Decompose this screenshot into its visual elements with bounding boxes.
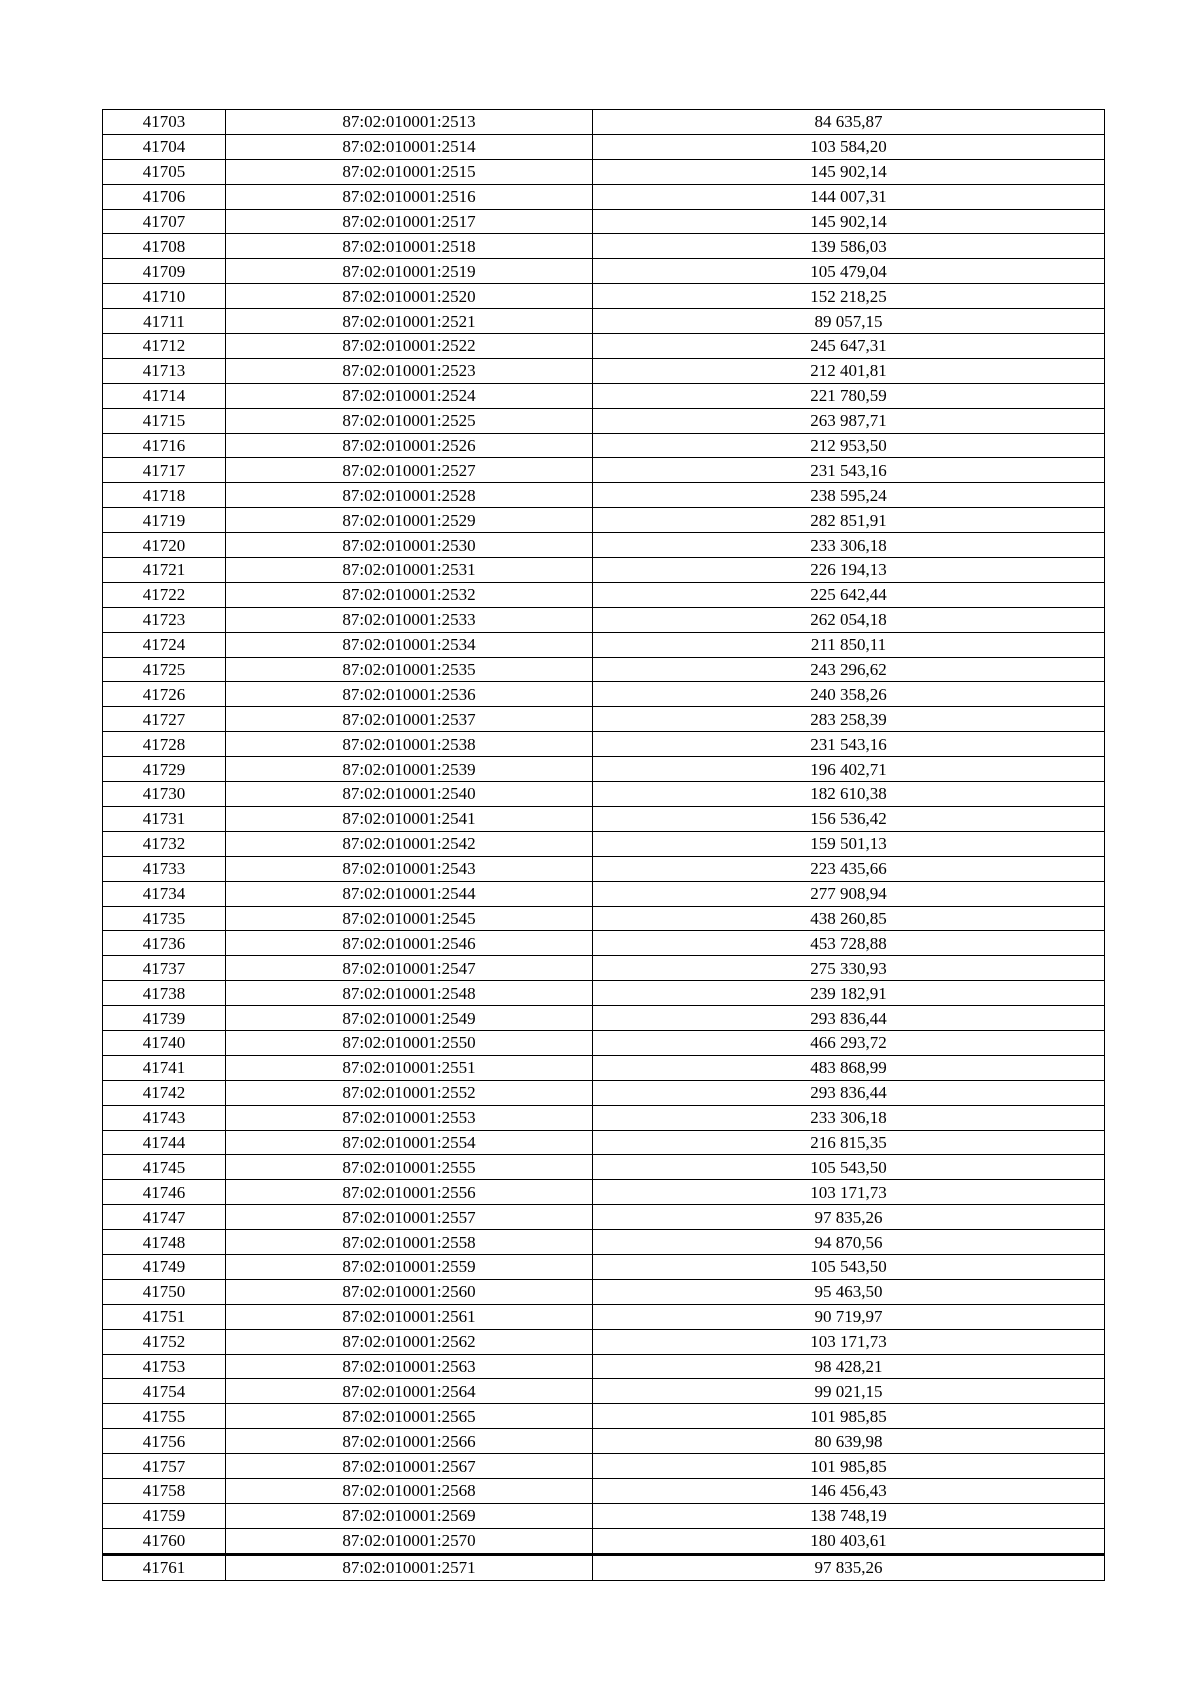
table-row xyxy=(103,134,1105,159)
table-row xyxy=(103,1130,1105,1155)
row-number-cell: 41743 xyxy=(103,1105,226,1130)
table-row xyxy=(103,1528,1105,1554)
cadastral-value-cell: 97 835,26 xyxy=(593,1554,1105,1580)
cadastral-value-cell: 293 836,44 xyxy=(593,1006,1105,1031)
cadastral-number-cell: 87:02:010001:2542 xyxy=(226,831,593,856)
cadastral-number-cell: 87:02:010001:2544 xyxy=(226,881,593,906)
cadastral-value-cell: 233 306,18 xyxy=(593,1105,1105,1130)
cadastral-value-cell: 94 870,56 xyxy=(593,1230,1105,1255)
row-number-cell: 41751 xyxy=(103,1304,226,1329)
table-row xyxy=(103,110,1105,135)
row-number-cell: 41761 xyxy=(103,1554,226,1580)
cadastral-number-cell: 87:02:010001:2535 xyxy=(226,657,593,682)
table-row xyxy=(103,1006,1105,1031)
table-row xyxy=(103,782,1105,807)
cadastral-value-cell: 212 401,81 xyxy=(593,358,1105,383)
table-row xyxy=(103,1503,1105,1528)
row-number-cell: 41738 xyxy=(103,981,226,1006)
row-number-cell: 41719 xyxy=(103,508,226,533)
row-number-cell: 41741 xyxy=(103,1055,226,1080)
row-number-cell: 41734 xyxy=(103,881,226,906)
cadastral-number-cell: 87:02:010001:2533 xyxy=(226,607,593,632)
cadastral-number-cell: 87:02:010001:2526 xyxy=(226,433,593,458)
cadastral-value-cell: 138 748,19 xyxy=(593,1503,1105,1528)
table-row xyxy=(103,1478,1105,1503)
cadastral-value-cell: 103 584,20 xyxy=(593,134,1105,159)
table-row xyxy=(103,408,1105,433)
row-number-cell: 41705 xyxy=(103,159,226,184)
row-number-cell: 41728 xyxy=(103,732,226,757)
cadastral-value-cell: 283 258,39 xyxy=(593,707,1105,732)
table-row xyxy=(103,1354,1105,1379)
cadastral-number-cell: 87:02:010001:2567 xyxy=(226,1454,593,1479)
table-row xyxy=(103,831,1105,856)
cadastral-value-cell: 89 057,15 xyxy=(593,309,1105,334)
cadastral-number-cell: 87:02:010001:2545 xyxy=(226,906,593,931)
cadastral-value-cell: 105 479,04 xyxy=(593,259,1105,284)
table-row xyxy=(103,956,1105,981)
cadastral-number-cell: 87:02:010001:2550 xyxy=(226,1030,593,1055)
cadastral-number-cell: 87:02:010001:2547 xyxy=(226,956,593,981)
table-row xyxy=(103,159,1105,184)
cadastral-value-cell: 231 543,16 xyxy=(593,458,1105,483)
table-body xyxy=(103,110,1105,1581)
cadastral-number-cell: 87:02:010001:2568 xyxy=(226,1478,593,1503)
table-row xyxy=(103,259,1105,284)
row-number-cell: 41733 xyxy=(103,856,226,881)
cadastral-number-cell: 87:02:010001:2570 xyxy=(226,1528,593,1554)
cadastral-number-cell: 87:02:010001:2520 xyxy=(226,284,593,309)
row-number-cell: 41745 xyxy=(103,1155,226,1180)
cadastral-number-cell: 87:02:010001:2557 xyxy=(226,1205,593,1230)
table-row xyxy=(103,284,1105,309)
table-row xyxy=(103,508,1105,533)
cadastral-number-cell: 87:02:010001:2523 xyxy=(226,358,593,383)
row-number-cell: 41713 xyxy=(103,358,226,383)
table-row xyxy=(103,1180,1105,1205)
table-row xyxy=(103,707,1105,732)
row-number-cell: 41710 xyxy=(103,284,226,309)
table-row xyxy=(103,682,1105,707)
cadastral-value-cell: 180 403,61 xyxy=(593,1528,1105,1554)
row-number-cell: 41759 xyxy=(103,1503,226,1528)
cadastral-value-cell: 453 728,88 xyxy=(593,931,1105,956)
table-row xyxy=(103,1404,1105,1429)
cadastral-number-cell: 87:02:010001:2538 xyxy=(226,732,593,757)
cadastral-number-cell: 87:02:010001:2563 xyxy=(226,1354,593,1379)
cadastral-value-cell: 263 987,71 xyxy=(593,408,1105,433)
table-row xyxy=(103,1554,1105,1580)
table-row xyxy=(103,856,1105,881)
cadastral-number-cell: 87:02:010001:2514 xyxy=(226,134,593,159)
cadastral-number-cell: 87:02:010001:2531 xyxy=(226,558,593,583)
cadastral-value-cell: 221 780,59 xyxy=(593,383,1105,408)
row-number-cell: 41717 xyxy=(103,458,226,483)
cadastral-number-cell: 87:02:010001:2549 xyxy=(226,1006,593,1031)
cadastral-value-cell: 146 456,43 xyxy=(593,1478,1105,1503)
row-number-cell: 41720 xyxy=(103,533,226,558)
cadastral-number-cell: 87:02:010001:2537 xyxy=(226,707,593,732)
table-row xyxy=(103,632,1105,657)
table-row xyxy=(103,981,1105,1006)
row-number-cell: 41753 xyxy=(103,1354,226,1379)
cadastral-value-cell: 103 171,73 xyxy=(593,1180,1105,1205)
row-number-cell: 41746 xyxy=(103,1180,226,1205)
cadastral-value-cell: 144 007,31 xyxy=(593,184,1105,209)
table-row xyxy=(103,309,1105,334)
cadastral-value-cell: 156 536,42 xyxy=(593,806,1105,831)
cadastral-number-cell: 87:02:010001:2558 xyxy=(226,1230,593,1255)
row-number-cell: 41744 xyxy=(103,1130,226,1155)
table-row xyxy=(103,533,1105,558)
cadastral-number-cell: 87:02:010001:2527 xyxy=(226,458,593,483)
cadastral-value-cell: 80 639,98 xyxy=(593,1429,1105,1454)
cadastral-value-cell: 225 642,44 xyxy=(593,582,1105,607)
cadastral-value-cell: 145 902,14 xyxy=(593,159,1105,184)
table-row xyxy=(103,1230,1105,1255)
cadastral-value-cell: 262 054,18 xyxy=(593,607,1105,632)
row-number-cell: 41718 xyxy=(103,483,226,508)
cadastral-value-cell: 152 218,25 xyxy=(593,284,1105,309)
cadastral-number-cell: 87:02:010001:2528 xyxy=(226,483,593,508)
cadastral-value-table xyxy=(102,109,1105,1581)
cadastral-number-cell: 87:02:010001:2553 xyxy=(226,1105,593,1130)
table-row xyxy=(103,358,1105,383)
row-number-cell: 41723 xyxy=(103,607,226,632)
table-row xyxy=(103,906,1105,931)
table-row xyxy=(103,806,1105,831)
row-number-cell: 41709 xyxy=(103,259,226,284)
table-row xyxy=(103,209,1105,234)
cadastral-value-cell: 239 182,91 xyxy=(593,981,1105,1006)
cadastral-number-cell: 87:02:010001:2564 xyxy=(226,1379,593,1404)
cadastral-value-cell: 97 835,26 xyxy=(593,1205,1105,1230)
row-number-cell: 41715 xyxy=(103,408,226,433)
table-row xyxy=(103,607,1105,632)
cadastral-value-cell: 211 850,11 xyxy=(593,632,1105,657)
cadastral-number-cell: 87:02:010001:2551 xyxy=(226,1055,593,1080)
row-number-cell: 41703 xyxy=(103,110,226,135)
cadastral-number-cell: 87:02:010001:2555 xyxy=(226,1155,593,1180)
row-number-cell: 41730 xyxy=(103,782,226,807)
cadastral-value-cell: 98 428,21 xyxy=(593,1354,1105,1379)
cadastral-number-cell: 87:02:010001:2536 xyxy=(226,682,593,707)
cadastral-number-cell: 87:02:010001:2560 xyxy=(226,1279,593,1304)
row-number-cell: 41714 xyxy=(103,383,226,408)
table-row xyxy=(103,558,1105,583)
row-number-cell: 41712 xyxy=(103,334,226,359)
cadastral-number-cell: 87:02:010001:2534 xyxy=(226,632,593,657)
cadastral-number-cell: 87:02:010001:2561 xyxy=(226,1304,593,1329)
table-row xyxy=(103,732,1105,757)
cadastral-value-cell: 105 543,50 xyxy=(593,1254,1105,1279)
cadastral-value-cell: 231 543,16 xyxy=(593,732,1105,757)
row-number-cell: 41737 xyxy=(103,956,226,981)
cadastral-value-cell: 223 435,66 xyxy=(593,856,1105,881)
cadastral-value-cell: 95 463,50 xyxy=(593,1279,1105,1304)
cadastral-value-cell: 101 985,85 xyxy=(593,1404,1105,1429)
row-number-cell: 41711 xyxy=(103,309,226,334)
cadastral-number-cell: 87:02:010001:2517 xyxy=(226,209,593,234)
cadastral-value-cell: 238 595,24 xyxy=(593,483,1105,508)
cadastral-value-cell: 243 296,62 xyxy=(593,657,1105,682)
table-row xyxy=(103,383,1105,408)
cadastral-number-cell: 87:02:010001:2543 xyxy=(226,856,593,881)
row-number-cell: 41732 xyxy=(103,831,226,856)
row-number-cell: 41756 xyxy=(103,1429,226,1454)
cadastral-value-cell: 212 953,50 xyxy=(593,433,1105,458)
table-row xyxy=(103,1429,1105,1454)
row-number-cell: 41740 xyxy=(103,1030,226,1055)
cadastral-value-cell: 483 868,99 xyxy=(593,1055,1105,1080)
table-row xyxy=(103,184,1105,209)
cadastral-value-cell: 99 021,15 xyxy=(593,1379,1105,1404)
row-number-cell: 41724 xyxy=(103,632,226,657)
cadastral-value-cell: 245 647,31 xyxy=(593,334,1105,359)
cadastral-number-cell: 87:02:010001:2515 xyxy=(226,159,593,184)
cadastral-number-cell: 87:02:010001:2522 xyxy=(226,334,593,359)
row-number-cell: 41758 xyxy=(103,1478,226,1503)
table-row xyxy=(103,334,1105,359)
cadastral-value-cell: 233 306,18 xyxy=(593,533,1105,558)
cadastral-value-cell: 84 635,87 xyxy=(593,110,1105,135)
table-row xyxy=(103,1055,1105,1080)
cadastral-number-cell: 87:02:010001:2548 xyxy=(226,981,593,1006)
row-number-cell: 41755 xyxy=(103,1404,226,1429)
table-row xyxy=(103,433,1105,458)
cadastral-number-cell: 87:02:010001:2518 xyxy=(226,234,593,259)
cadastral-number-cell: 87:02:010001:2554 xyxy=(226,1130,593,1155)
cadastral-number-cell: 87:02:010001:2529 xyxy=(226,508,593,533)
table-row xyxy=(103,1080,1105,1105)
cadastral-number-cell: 87:02:010001:2532 xyxy=(226,582,593,607)
row-number-cell: 41735 xyxy=(103,906,226,931)
cadastral-number-cell: 87:02:010001:2552 xyxy=(226,1080,593,1105)
row-number-cell: 41749 xyxy=(103,1254,226,1279)
table-row xyxy=(103,1030,1105,1055)
cadastral-value-cell: 226 194,13 xyxy=(593,558,1105,583)
cadastral-value-cell: 293 836,44 xyxy=(593,1080,1105,1105)
row-number-cell: 41727 xyxy=(103,707,226,732)
cadastral-number-cell: 87:02:010001:2566 xyxy=(226,1429,593,1454)
cadastral-value-cell: 466 293,72 xyxy=(593,1030,1105,1055)
cadastral-number-cell: 87:02:010001:2541 xyxy=(226,806,593,831)
table-row xyxy=(103,1454,1105,1479)
table-row xyxy=(103,1279,1105,1304)
row-number-cell: 41731 xyxy=(103,806,226,831)
cadastral-number-cell: 87:02:010001:2562 xyxy=(226,1329,593,1354)
row-number-cell: 41729 xyxy=(103,757,226,782)
cadastral-value-cell: 282 851,91 xyxy=(593,508,1105,533)
cadastral-value-cell: 145 902,14 xyxy=(593,209,1105,234)
row-number-cell: 41716 xyxy=(103,433,226,458)
cadastral-number-cell: 87:02:010001:2521 xyxy=(226,309,593,334)
cadastral-value-cell: 139 586,03 xyxy=(593,234,1105,259)
cadastral-number-cell: 87:02:010001:2546 xyxy=(226,931,593,956)
cadastral-number-cell: 87:02:010001:2559 xyxy=(226,1254,593,1279)
table-row xyxy=(103,1379,1105,1404)
cadastral-value-cell: 216 815,35 xyxy=(593,1130,1105,1155)
cadastral-number-cell: 87:02:010001:2530 xyxy=(226,533,593,558)
cadastral-number-cell: 87:02:010001:2556 xyxy=(226,1180,593,1205)
table-row xyxy=(103,657,1105,682)
row-number-cell: 41721 xyxy=(103,558,226,583)
cadastral-number-cell: 87:02:010001:2525 xyxy=(226,408,593,433)
cadastral-number-cell: 87:02:010001:2569 xyxy=(226,1503,593,1528)
cadastral-value-cell: 159 501,13 xyxy=(593,831,1105,856)
row-number-cell: 41708 xyxy=(103,234,226,259)
table-row xyxy=(103,1304,1105,1329)
table-row xyxy=(103,458,1105,483)
row-number-cell: 41754 xyxy=(103,1379,226,1404)
row-number-cell: 41722 xyxy=(103,582,226,607)
table-row xyxy=(103,1329,1105,1354)
row-number-cell: 41725 xyxy=(103,657,226,682)
cadastral-value-cell: 275 330,93 xyxy=(593,956,1105,981)
table-row xyxy=(103,1205,1105,1230)
row-number-cell: 41748 xyxy=(103,1230,226,1255)
cadastral-value-cell: 103 171,73 xyxy=(593,1329,1105,1354)
cadastral-number-cell: 87:02:010001:2519 xyxy=(226,259,593,284)
cadastral-value-cell: 240 358,26 xyxy=(593,682,1105,707)
table-row xyxy=(103,582,1105,607)
table-row xyxy=(103,234,1105,259)
row-number-cell: 41742 xyxy=(103,1080,226,1105)
table-row xyxy=(103,1105,1105,1130)
row-number-cell: 41750 xyxy=(103,1279,226,1304)
table-row xyxy=(103,757,1105,782)
cadastral-number-cell: 87:02:010001:2524 xyxy=(226,383,593,408)
row-number-cell: 41707 xyxy=(103,209,226,234)
row-number-cell: 41757 xyxy=(103,1454,226,1479)
cadastral-number-cell: 87:02:010001:2513 xyxy=(226,110,593,135)
row-number-cell: 41704 xyxy=(103,134,226,159)
cadastral-number-cell: 87:02:010001:2571 xyxy=(226,1554,593,1580)
row-number-cell: 41760 xyxy=(103,1528,226,1554)
row-number-cell: 41706 xyxy=(103,184,226,209)
cadastral-value-cell: 196 402,71 xyxy=(593,757,1105,782)
cadastral-value-cell: 182 610,38 xyxy=(593,782,1105,807)
table-row xyxy=(103,483,1105,508)
row-number-cell: 41739 xyxy=(103,1006,226,1031)
cadastral-value-cell: 105 543,50 xyxy=(593,1155,1105,1180)
cadastral-value-cell: 90 719,97 xyxy=(593,1304,1105,1329)
table-row xyxy=(103,931,1105,956)
cadastral-number-cell: 87:02:010001:2516 xyxy=(226,184,593,209)
table-row xyxy=(103,1254,1105,1279)
row-number-cell: 41752 xyxy=(103,1329,226,1354)
cadastral-value-cell: 277 908,94 xyxy=(593,881,1105,906)
cadastral-value-cell: 438 260,85 xyxy=(593,906,1105,931)
cadastral-number-cell: 87:02:010001:2565 xyxy=(226,1404,593,1429)
row-number-cell: 41736 xyxy=(103,931,226,956)
table-row xyxy=(103,881,1105,906)
row-number-cell: 41726 xyxy=(103,682,226,707)
cadastral-value-cell: 101 985,85 xyxy=(593,1454,1105,1479)
cadastral-number-cell: 87:02:010001:2539 xyxy=(226,757,593,782)
row-number-cell: 41747 xyxy=(103,1205,226,1230)
table-row xyxy=(103,1155,1105,1180)
cadastral-number-cell: 87:02:010001:2540 xyxy=(226,782,593,807)
